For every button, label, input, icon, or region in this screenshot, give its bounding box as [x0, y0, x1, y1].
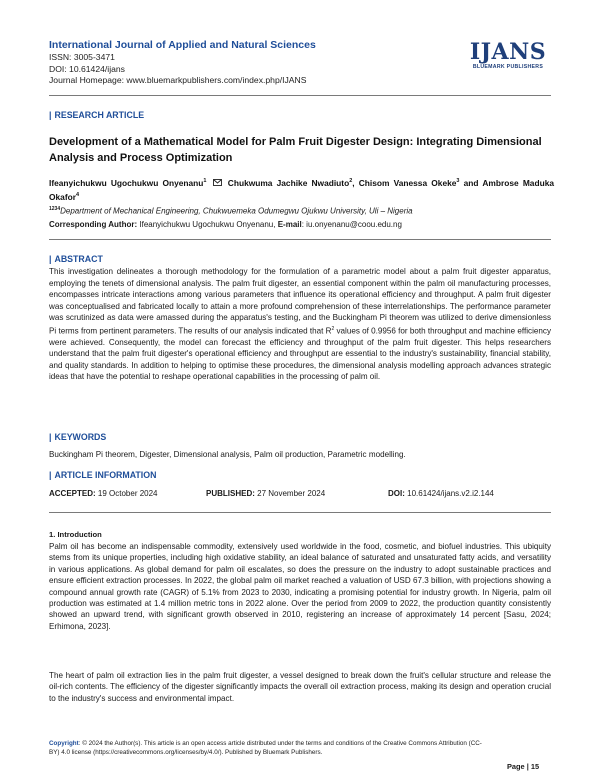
divider: [49, 239, 551, 240]
abstract-sup: 2: [331, 325, 335, 332]
keywords-text: Buckingham Pi theorem, Digester, Dimensional analysis, Palm oil production, Parametric modelling.: [49, 450, 406, 459]
section-bar-icon: |: [49, 110, 52, 120]
keywords-heading-label: KEYWORDS: [54, 432, 107, 442]
abstract-text-part1: This investigation delineates a thorough methodology for the formulation of a parametric model about a palm fruit digester apparatus, employing the tenets of dimensional analysis. The palm fruit digester, an essential component within the palm oil manufacturing processes, encompasses intricate interactions among various parameters that influence its operational efficiency and throughput. A palm fruit digester was conceptualised and fabricated locally to attain a more profound comprehension of these interrelationships. The performance parameter was scrutinized as data were amassed during the apparatus's testing, and the Buckingham Pi theorem was utilized to derive dimensionless Pi terms from pertinent parameters. The results of our analysis indicated that R: [49, 267, 551, 336]
abstract-text: [49, 266, 551, 383]
author-1: Ifeanyichukwu Ugochukwu Onyenanu: [49, 177, 204, 188]
accepted-date: [49, 488, 158, 499]
email-label: E-mail: [277, 220, 302, 229]
logo-publisher: BLUEMARK PUBLISHERS: [472, 64, 544, 70]
divider: [49, 512, 551, 513]
keywords-heading: [49, 432, 106, 442]
corresponding-name: Ifeanyichukwu Ugochukwu Onyenanu,: [139, 220, 276, 229]
authors-and: and: [463, 177, 479, 188]
published-date: [206, 488, 325, 499]
authors: Ifeanyichukwu Ugochukwu Onyenanu$^1$ Chukwuma Jachike Nwadiuto$^2$, Chisom Vanessa Okeke$^3$ and Ambrose Maduka Okafor$^4$: [49, 177, 555, 203]
page-number: Page | 15: [507, 762, 540, 771]
abstract-text-part2: values of 0.9956 for both throughput and machine efficiency were achieved. Consequently, the model can forecast the efficiency and throughput of the palm fruit digester. This helps researchers understand that the palm fruit digester's operational efficiency and throughput are essential to the industry's sustainability, financial stability, and quality standards. In addition to helping to optimise these procedures, the dimensional analysis modelling approach advances strategic ideas that have the potential to reshape operational capabilities in the processing of palm oil.: [49, 326, 552, 382]
published-label: PUBLISHED:: [206, 489, 255, 498]
journal-homepage[interactable]: Journal Homepage: www.bluemarkpublishers.com/index.php/IJANS: [49, 75, 307, 85]
article-type-tag: [49, 110, 144, 120]
section-bar-icon: |: [49, 432, 52, 442]
corresponding-author: [49, 219, 554, 230]
doi-value[interactable]: 10.61424/ijans.v2.i2.144: [407, 489, 494, 498]
email-icon[interactable]: [213, 179, 222, 186]
author-3: Chisom Vanessa Okeke: [358, 177, 457, 188]
author-3-sup: 3: [456, 178, 460, 184]
article-info-heading: [49, 470, 156, 480]
intro-heading: 1. Introduction: [49, 530, 102, 539]
copyright-notice: [49, 739, 489, 757]
divider: [49, 95, 551, 96]
article-info-heading-label: ARTICLE INFORMATION: [54, 470, 157, 480]
author-4-sup: 4: [76, 192, 80, 199]
published-value: 27 November 2024: [257, 489, 326, 498]
affiliation: [49, 204, 554, 217]
author-4: Ambrose Maduka Okafor: [49, 177, 555, 203]
section-bar-icon: |: [49, 470, 52, 480]
author-1-sup: 1: [203, 178, 207, 184]
section-bar-icon: |: [49, 254, 52, 264]
author-2-sup: 2: [349, 178, 353, 184]
journal-doi: DOI: 10.61424/ijans: [49, 63, 125, 74]
ijans-logo: [458, 40, 558, 70]
article-type-label: RESEARCH ARTICLE: [54, 110, 145, 120]
article-doi: [388, 488, 494, 499]
corresponding-email[interactable]: : iu.onyenanu@coou.edu.ng: [301, 220, 402, 229]
article-title: Development of a Mathematical Model for Palm Fruit Digester Design: Integrating Dimensional Analysis and Process Optimization: [49, 136, 542, 164]
journal-name: International Journal of Applied and Natural Sciences: [49, 39, 316, 51]
accepted-value: 19 October 2024: [97, 489, 158, 498]
logo-text: IJANS: [469, 39, 547, 65]
intro-paragraph-1: Palm oil has become an indispensable commodity, extensively used worldwide in the food, cosmetic, and biofuel industries. This ubiquity stems from its unique properties, including high oxidative stability, an ideal balance of saturated and unsaturated fatty acids, and versatility in various applications. As global demand for palm oil escalates, so does the pressure on the industry to adopt sustainable practices and ensure efficient extraction processes. In 2022, the global palm oil market reached a valuation of USD 67.3 billion, with projections showing a compound annual growth rate (CAGR) of 5.1% from 2023 to 2030, indicating a promising potential for industry growth. In Nigeria, palm oil production was estimated at 1.4 million metric tons in 2022 alone. Over the period from 2009 to 2022, the production quantity consistently showed an upward trend, with significant growth observed in 2010, registering an increase of approximately 14 percent [Sasu, 2024; Erhimona, 2023].: [49, 542, 551, 631]
affiliation-text: Department of Mechanical Engineering, Chukwuemeka Odumegwu Ojukwu University, Uli – Nigeria: [60, 206, 413, 216]
intro-paragraph-2: The heart of palm oil extraction lies in the palm fruit digester, a vessel designed to break down the fruit's cellular structure and release the oil-rich contents. The efficiency of the digester significantly impacts the overall oil extraction process, making its design and operation crucial to the industry's success and environmental impact.: [49, 671, 551, 703]
copyright-text: : © 2024 the Author(s). This article is an open access article distributed under the terms and conditions of the Creative Commons Attribution (CC-BY) 4.0 license (https://creativecommons.org/licenses/by/4.0/). Published by Bluemark Publishers.: [49, 740, 482, 756]
author-2: Chukwuma Jachike Nwadiuto: [227, 177, 350, 188]
copyright-label: Copyright: [49, 740, 79, 747]
abstract-heading-label: ABSTRACT: [54, 254, 103, 264]
doi-label: DOI:: [388, 489, 405, 498]
accepted-label: ACCEPTED:: [49, 489, 96, 498]
affiliation-sup: 1234: [49, 206, 61, 212]
journal-header: [49, 38, 429, 87]
corresponding-label: Corresponding Author:: [49, 220, 138, 229]
abstract-heading: [49, 254, 103, 264]
journal-issn: ISSN: 3005-3471: [49, 52, 115, 62]
